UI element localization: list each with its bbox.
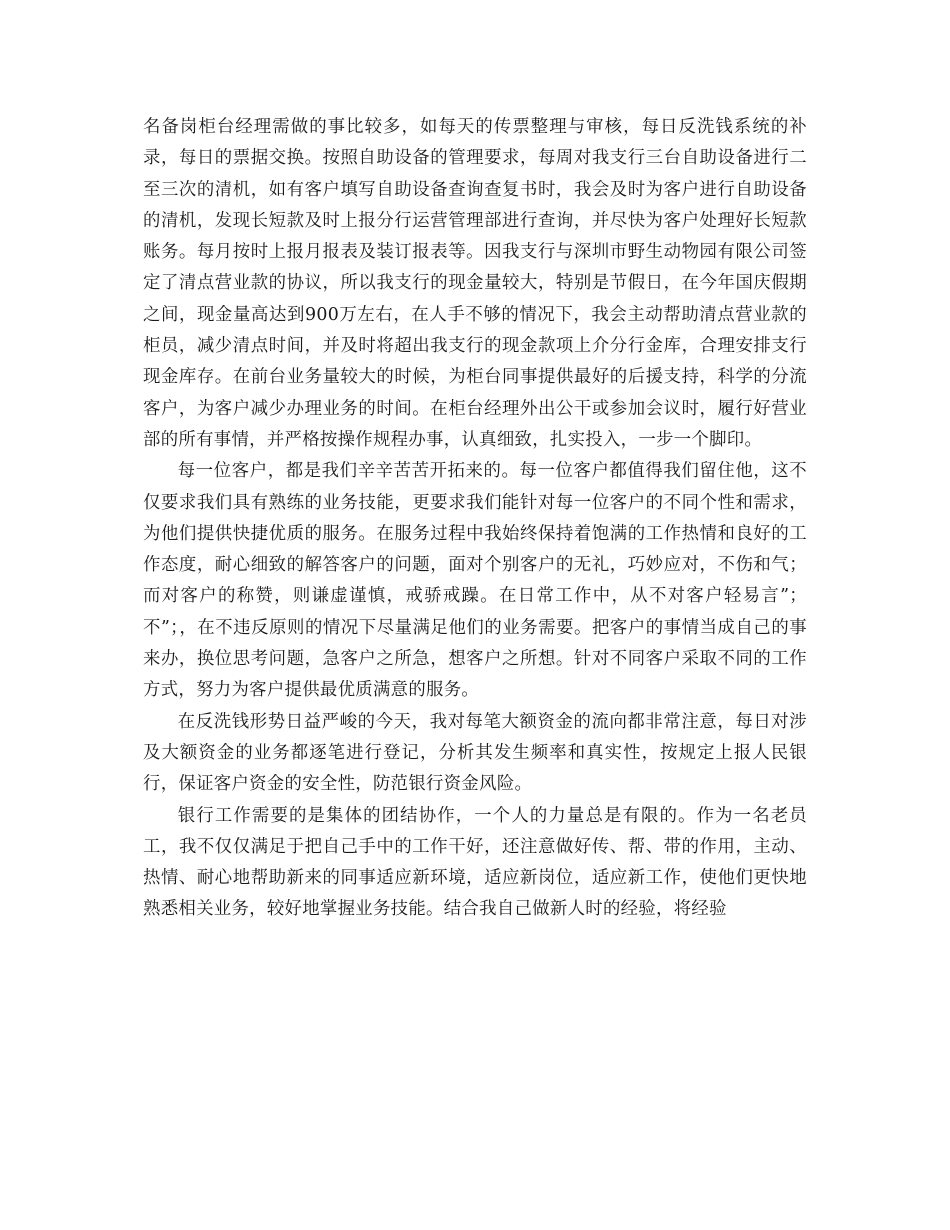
paragraph-2: 每一位客户，都是我们辛辛苦苦开拓来的。每一位客户都值得我们留住他，这不仅要求我们具有熟练的业务技能，更要求我们能针对每一位客户的不同个性和需求，为他们提供快捷优质的服务。在服务过程中我始终保持着饱满的工作热情和良好的工作态度，耐心细致的解答客户的问题，面对个别客户的无礼，巧妙应对，不伤和气；而对客户的称赞，则谦虚谨慎，戒骄戒躁。在日常工作中，从不对客户轻易言”；不”；，在不违反原则的情况下尽量满足他们的业务需要。把客户的事情当成自己的事来办，换位思考问题，急客户之所急，想客户之所想。针对不同客户采取不同的工作方式，努力为客户提供最优质满意的服务。: [143, 461, 807, 701]
paragraph-3: 在反洗钱形势日益严峻的今天，我对每笔大额资金的流向都非常注意，每日对涉及大额资金的业务都逐笔进行登记，分析其发生频率和真实性，按规定上报人民银行，保证客户资金的安全性，防范银行资金风险。: [143, 711, 807, 795]
document-body: [143, 112, 807, 926]
paragraph-1: 名备岗柜台经理需做的事比较多，如每天的传票整理与审核，每日反洗钱系统的补录，每日的票据交换。按照自助设备的管理要求，每周对我支行三台自助设备进行二至三次的清机，如有客户填写自助设备查询查复书时，我会及时为客户进行自助设备的清机，发现长短款及时上报分行运营管理部进行查询，并尽快为客户处理好长短款账务。每月按时上报月报表及装订报表等。因我支行与深圳市野生动物园有限公司签定了清点营业款的协议，所以我支行的现金量较大，特别是节假日，在今年国庆假期之间，现金量高达到900万左右，在人手不够的情况下，我会主动帮助清点营业款的柜员，减少清点时间，并及时将超出我支行的现金款项上介分行金库，合理安排支行现金库存。在前台业务量较大的时候，为柜台同事提供最好的后援支持，科学的分流客户，为客户减少办理业务的时间。在柜台经理外出公干或参加会议时，履行好营业部的所有事情，并严格按操作规程办事，认真细致，扎实投入，一步一个脚印。: [143, 117, 807, 450]
paragraph-4: 银行工作需要的是集体的团结协作，一个人的力量总是有限的。作为一名老员工，我不仅仅满足于把自己手中的工作干好，还注意做好传、帮、带的作用，主动、热情、耐心地帮助新来的同事适应新环境，适应新岗位，适应新工作，使他们更快地熟悉相关业务，较好地掌握业务技能。结合我自己做新人时的经验，将经验: [143, 805, 807, 920]
